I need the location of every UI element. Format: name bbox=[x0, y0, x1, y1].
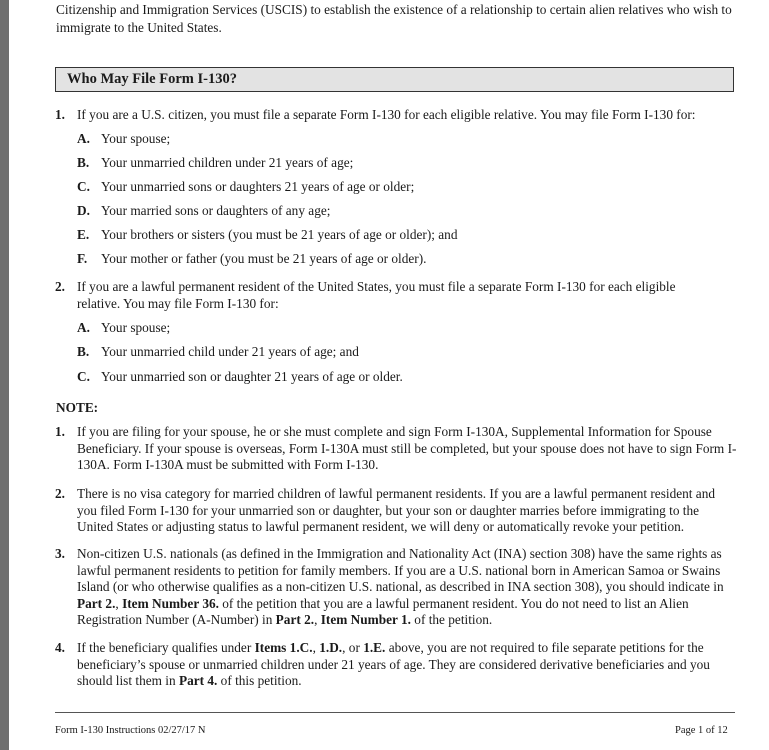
note-number: 1. bbox=[55, 424, 65, 439]
sub-item-text: Your unmarried sons or daughters 21 years of age or older; bbox=[101, 179, 415, 194]
sub-item-letter: B. bbox=[77, 344, 90, 359]
note-text: There is no visa category for married children of lawful permanent residents. If you are a lawful permanent resident and you filed Form I-130 for your unmarried son or daughter, but your son or daughter marries before immigrating to the United States or adjusting status to lawful permanent resident, we will deny or automatically revoke your petition. bbox=[77, 486, 715, 534]
footer-form-id: Form I-130 Instructions 02/27/17 N bbox=[55, 725, 206, 736]
sub-item-text: Your married sons or daughters of any age; bbox=[101, 203, 331, 218]
sub-item-text: Your spouse; bbox=[101, 320, 171, 335]
page-left-edge bbox=[0, 0, 9, 750]
sub-item-letter: C. bbox=[77, 369, 90, 384]
sub-item-text: Your unmarried son or daughter 21 years of age or older. bbox=[101, 369, 403, 384]
sub-item-text: Your unmarried children under 21 years of age; bbox=[101, 155, 354, 170]
document-page bbox=[9, 0, 769, 750]
note-text: If you are filing for your spouse, he or she must complete and sign Form I-130A, Supplemental Information for Spouse Beneficiary. If your spouse is overseas, Form I-130A must still be completed, but your spouse does not have to sign Form I-130A. Form I-130A must be submitted with Form I-130. bbox=[77, 424, 737, 472]
note-text: If the beneficiary qualifies under Items 1.C., 1.D., or 1.E. above, you are not required to file separate petitions for the beneficiary’s spouse or unmarried children under 21 years of age. They are considered derivative beneficiaries and you should list them in Part 4. of this petition. bbox=[77, 640, 710, 688]
sub-item-letter: B. bbox=[77, 155, 90, 170]
footer-rule bbox=[55, 712, 735, 713]
sub-item-letter: A. bbox=[77, 131, 90, 146]
sub-item-text: Your spouse; bbox=[101, 131, 171, 146]
intro-paragraph: Citizenship and Immigration Services (USCIS) to establish the existence of a relationship to certain alien relatives who wish to immigrate to the United States. bbox=[56, 2, 732, 35]
sub-item-letter: C. bbox=[77, 179, 90, 194]
section-header-box bbox=[55, 67, 734, 92]
item-text: If you are a U.S. citizen, you must file a separate Form I-130 for each eligible relative. You may file Form I-130 for: bbox=[77, 107, 696, 122]
sub-item-letter: A. bbox=[77, 320, 90, 335]
section-title: Who May File Form I-130? bbox=[67, 71, 237, 87]
note-number: 4. bbox=[55, 640, 65, 655]
sub-item-letter: F. bbox=[77, 251, 88, 266]
item-number: 1. bbox=[55, 107, 65, 122]
sub-item-letter: D. bbox=[77, 203, 90, 218]
note-text: Non-citizen U.S. nationals (as defined in the Immigration and Nationality Act (INA) section 308) have the same rights as lawful permanent residents to petition for family members. If you are a U.S. national born in American Samoa or Swains Island (or who otherwise qualifies as a non-citizen U.S. national, as described in INA section 308), you should indicate in Part 2., Item Number 36. of the petition that you are a lawful permanent resident. You do not need to list an Alien Registration Number (A-Number) in Part 2., Item Number 1. of the petition. bbox=[77, 546, 724, 627]
item-text: If you are a lawful permanent resident of the United States, you must file a separate Form I-130 for each eligible relative. You may file Form I-130 for: bbox=[77, 279, 676, 311]
note-heading: NOTE: bbox=[56, 400, 99, 415]
sub-item-text: Your mother or father (you must be 21 years of age or older). bbox=[101, 251, 427, 266]
item-number: 2. bbox=[55, 279, 65, 294]
sub-item-text: Your brothers or sisters (you must be 21 years of age or older); and bbox=[101, 227, 458, 242]
sub-item-letter: E. bbox=[77, 227, 90, 242]
note-number: 2. bbox=[55, 486, 65, 501]
note-number: 3. bbox=[55, 546, 65, 561]
footer-page-number: Page 1 of 12 bbox=[675, 725, 728, 736]
sub-item-text: Your unmarried child under 21 years of age; and bbox=[101, 344, 359, 359]
